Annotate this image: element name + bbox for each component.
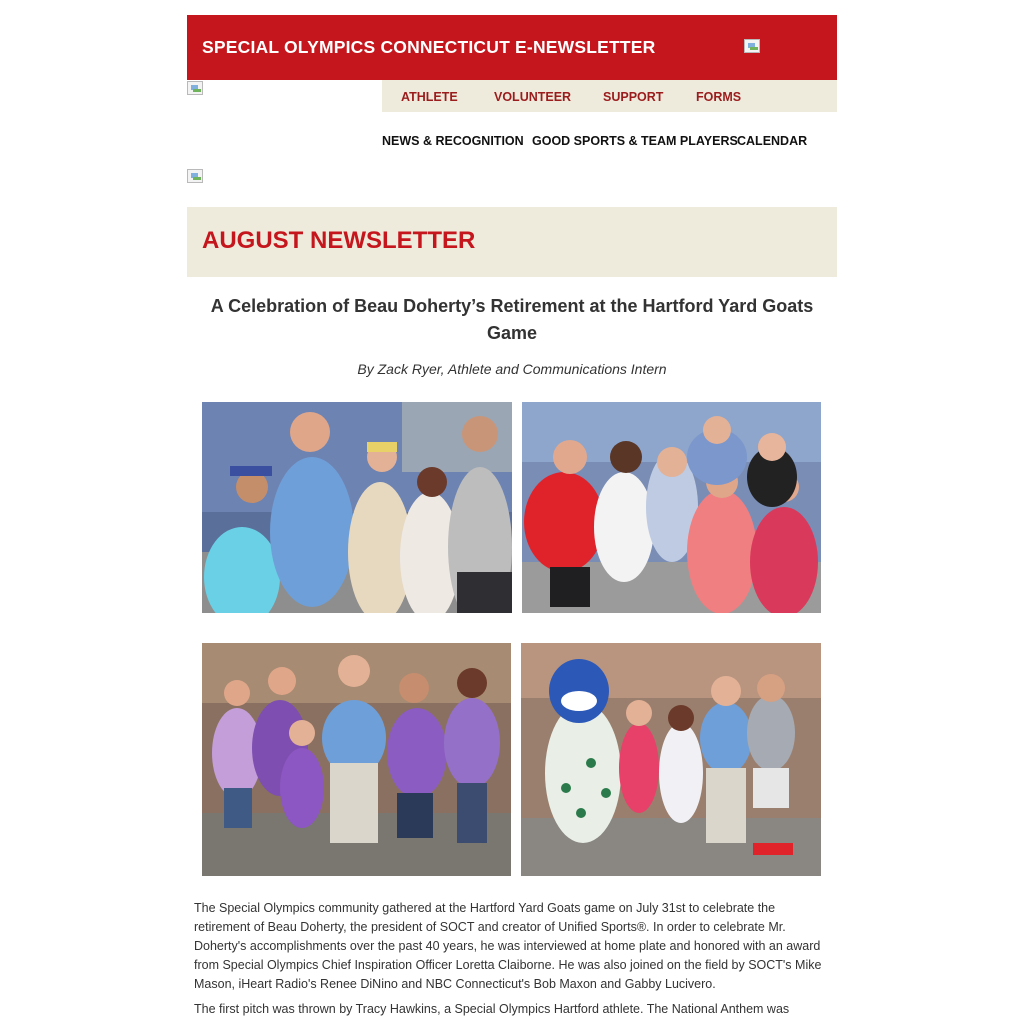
event-photo-3[interactable] — [202, 643, 511, 876]
nav-news-recognition-link[interactable]: NEWS & RECOGNITION — [382, 134, 524, 148]
secondary-nav — [187, 112, 837, 169]
broken-image-icon — [187, 169, 203, 183]
article-body — [194, 899, 828, 1025]
article-byline: By Zack Ryer, Athlete and Communications Intern — [357, 361, 667, 377]
event-photo-2[interactable] — [522, 402, 821, 613]
broken-image-icon — [744, 39, 760, 53]
article-title: A Celebration of Beau Doherty’s Retirement at the Hartford Yard Goats Game — [210, 296, 814, 343]
article-paragraph-1: The Special Olympics community gathered at the Hartford Yard Goats game on July 31st to celebrate the retirement of Beau Doherty, the president of SOCT and creator of Unified Sports®. In order to celebrate Mr. Doherty's accomplishments over the past 40 years, he was interviewed at home plate and honored with an award from Special Olympics Chief Inspiration Officer Loretta Claiborne. He was also joined on the field by SOCT's Mike Mason, iHeart Radio's Renee DiNino and NBC Connecticut's Bob Maxon and Gabby Lucivero. — [194, 901, 822, 991]
newsletter — [187, 15, 837, 377]
banner-image — [187, 169, 837, 207]
nav-support-link[interactable]: SUPPORT — [603, 90, 664, 104]
primary-nav — [382, 80, 837, 112]
nav-volunteer-link[interactable]: VOLUNTEER — [494, 90, 572, 104]
newsletter-header — [187, 15, 837, 80]
nav-athlete-link[interactable]: ATHLETE — [401, 90, 458, 104]
event-photo-1[interactable] — [202, 402, 512, 613]
newsletter-title: SPECIAL OLYMPICS CONNECTICUT E-NEWSLETTER — [202, 37, 656, 57]
section-header — [187, 207, 837, 277]
event-photo-4[interactable] — [521, 643, 821, 876]
article-paragraph-2: The first pitch was thrown by Tracy Hawkins, a Special Olympics Hartford athlete. The National Anthem was — [194, 1002, 790, 1016]
nav-forms-link[interactable]: FORMS — [696, 90, 742, 104]
primary-nav-row — [187, 80, 837, 112]
section-title: AUGUST NEWSLETTER — [202, 227, 476, 254]
nav-good-sports-link[interactable]: GOOD SPORTS & TEAM PLAYERS — [532, 134, 738, 148]
nav-calendar-link[interactable]: CALENDAR — [737, 134, 808, 148]
photo-grid — [202, 402, 822, 876]
broken-image-icon — [187, 81, 203, 95]
